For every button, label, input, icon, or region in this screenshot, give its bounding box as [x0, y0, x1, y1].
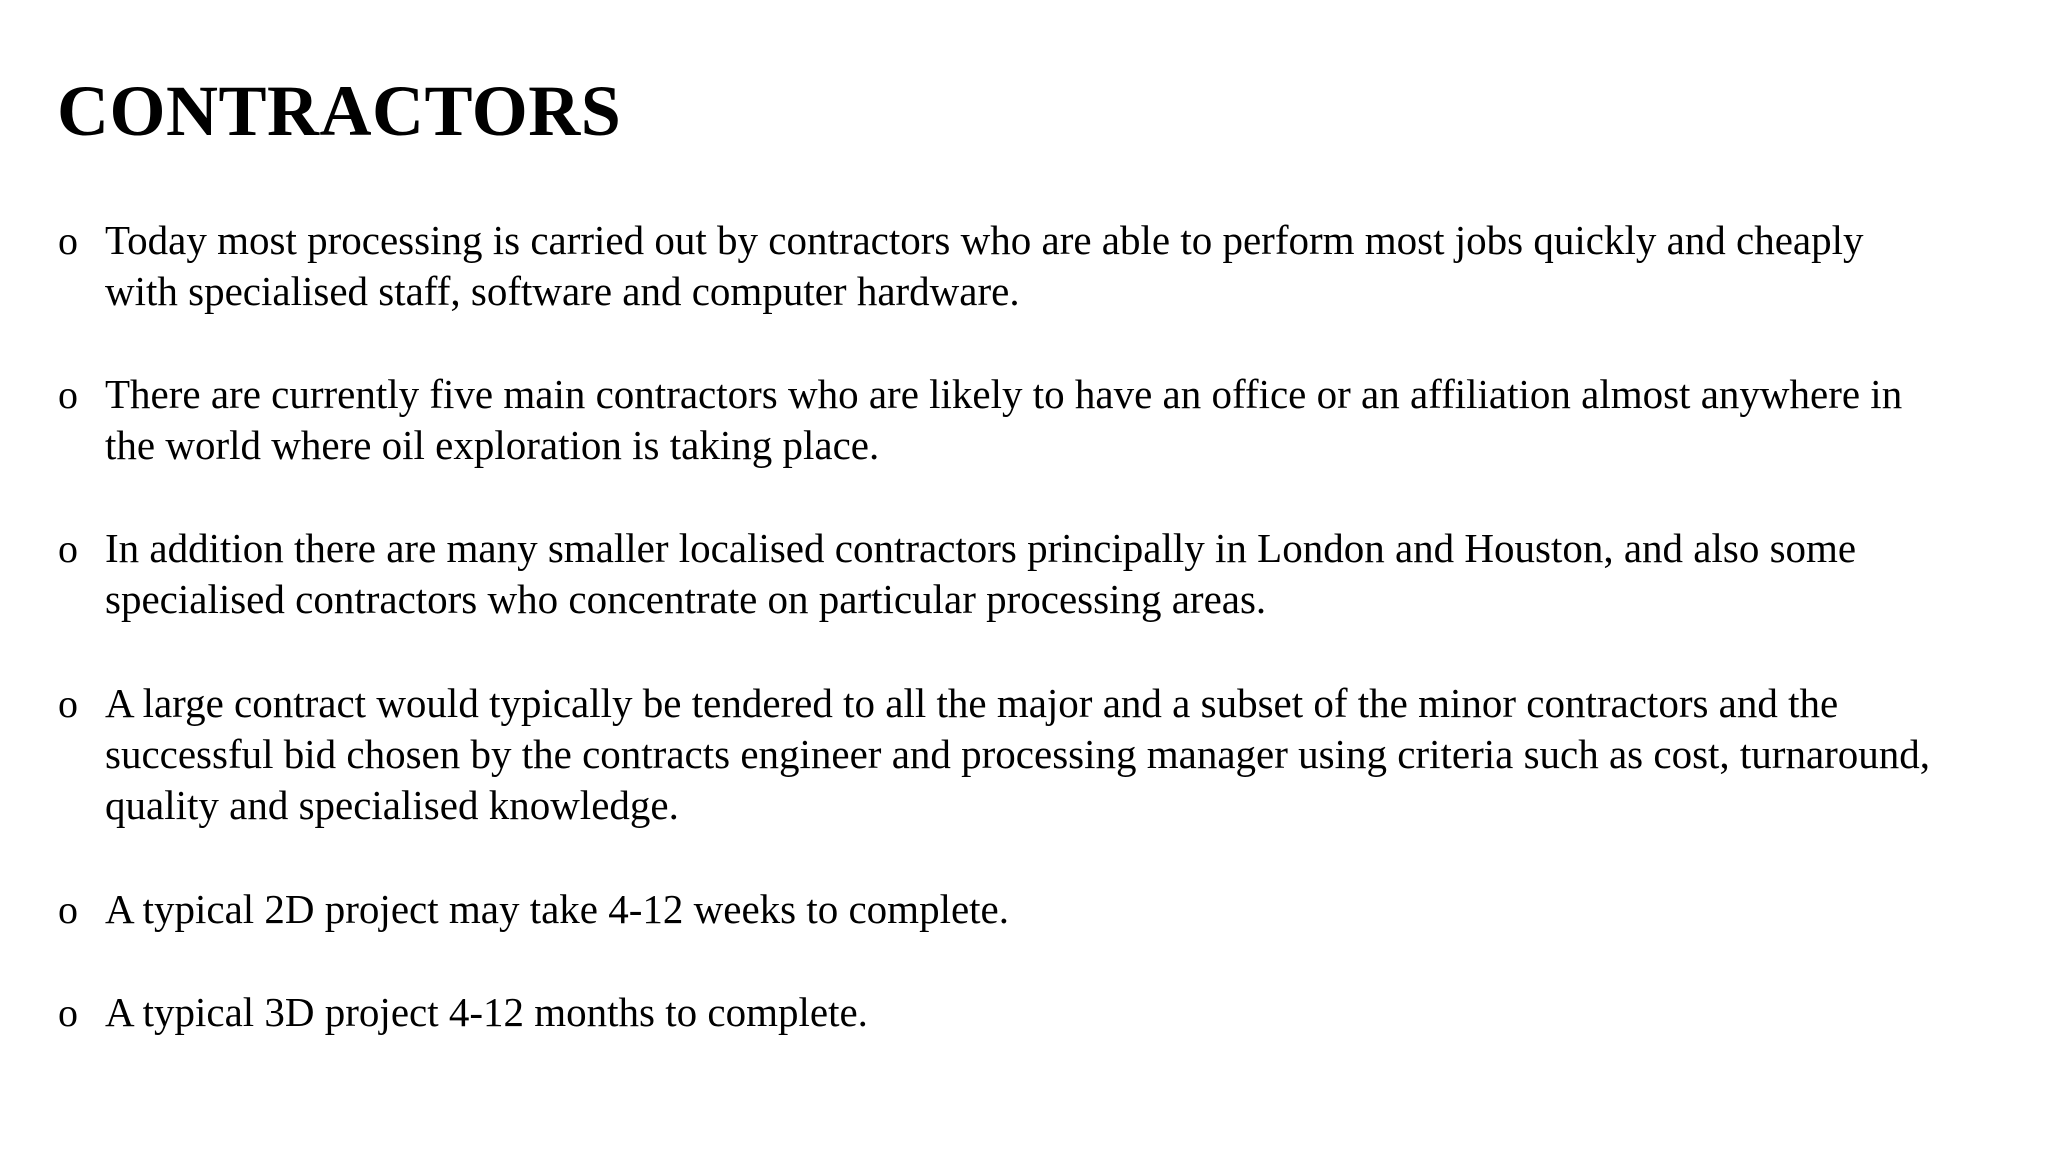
bullet-text [105, 215, 2025, 317]
bullet-marker: o [58, 990, 78, 1035]
slide-title: CONTRACTORS [57, 71, 622, 151]
bullet-text-line: A large contract would typically be tendered to all the major and a subset of the minor contractors and the [105, 680, 1839, 726]
bullet-text-line: A typical 2D project may take 4-12 weeks to complete. [105, 886, 1010, 932]
bullet-text [105, 523, 2025, 625]
bullet-text-line: A typical 3D project 4-12 months to complete. [105, 989, 868, 1035]
bullet-text-line: successful bid chosen by the contracts engineer and processing manager using criteria such as cost, turnaround, [105, 731, 1931, 777]
bullet-text-line: with specialised staff, software and computer hardware. [105, 268, 1020, 314]
bullet-marker: o [58, 372, 78, 417]
bullet-text [105, 369, 2025, 471]
bullet-marker: o [58, 887, 78, 932]
bullet-text-line: There are currently five main contractors who are likely to have an office or an affiliation almost anywhere in [105, 371, 1903, 417]
bullet-marker: o [58, 218, 78, 263]
bullet-text [105, 678, 2025, 831]
bullet-text-line: specialised contractors who concentrate on particular processing areas. [105, 576, 1267, 622]
bullet-marker: o [58, 526, 78, 571]
bullet-text-line: the world where oil exploration is taking place. [105, 422, 880, 468]
bullet-text-line: Today most processing is carried out by contractors who are able to perform most jobs quickly and cheaply [105, 217, 1864, 263]
bullet-text-line: In addition there are many smaller localised contractors principally in London and Houston, and also some [105, 525, 1857, 571]
bullet-text [105, 987, 2025, 1038]
bullet-text [105, 884, 2025, 935]
bullet-marker: o [58, 681, 78, 726]
bullet-text-line: quality and specialised knowledge. [105, 782, 679, 828]
